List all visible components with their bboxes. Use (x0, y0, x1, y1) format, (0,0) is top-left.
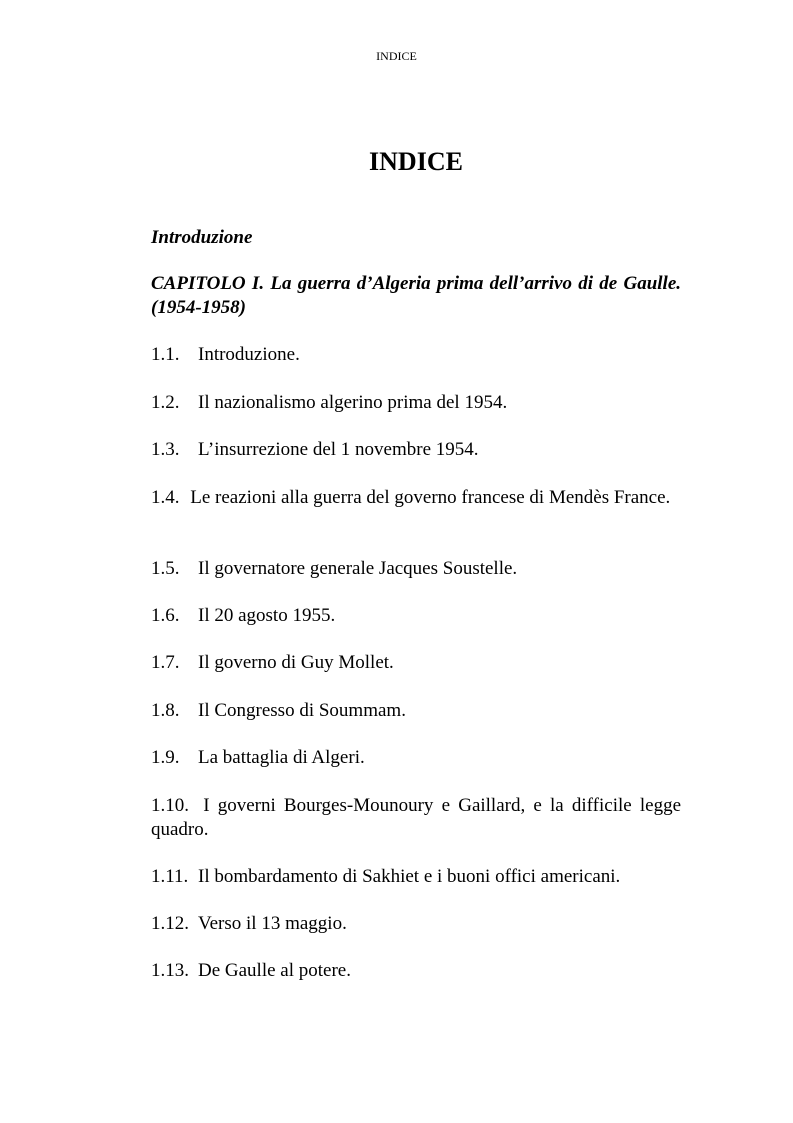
toc-entry (151, 959, 681, 983)
toc-entry (151, 486, 681, 510)
toc-entry (151, 438, 681, 462)
toc-entry-number: 1.13. (151, 960, 189, 981)
toc-entry-number: 1.7. (151, 652, 180, 673)
toc-entry-number: 1.11. (151, 866, 189, 887)
toc-entry (151, 391, 681, 415)
page-title: INDICE (369, 147, 463, 176)
toc-entry-number: 1.5. (151, 558, 180, 579)
toc-entry-text: Il bombardamento di Sakhiet e i buoni offici americani. (198, 866, 621, 887)
toc-entry (151, 699, 681, 723)
toc-entry (151, 557, 681, 581)
toc-entry-text: De Gaulle al potere. (198, 960, 351, 981)
toc-entry-text: La battaglia di Algeri. (198, 747, 365, 768)
toc-entry-number: 1.9. (151, 747, 180, 768)
toc-entry (151, 865, 681, 889)
toc-entry-number: 1.1. (151, 344, 180, 365)
toc-entry-number: 1.12. (151, 913, 189, 934)
running-header: INDICE (376, 49, 417, 63)
toc-entry-number: 1.2. (151, 392, 180, 413)
toc-entry-text: Il 20 agosto 1955. (198, 605, 336, 626)
toc-entry-number: 1.3. (151, 439, 180, 460)
toc-entry-text: Verso il 13 maggio. (198, 913, 347, 934)
toc-entry (151, 343, 681, 367)
toc-entry-text: I governi Bourges-Mounoury e Gaillard, e la difficile legge quadro. (151, 795, 682, 840)
toc-entry (151, 912, 681, 936)
toc-entry-text: L’insurrezione del 1 novembre 1954. (198, 439, 479, 460)
toc-entry-text: Il governatore generale Jacques Soustelle. (198, 558, 518, 579)
introduction-heading: Introduzione (151, 227, 253, 248)
chapter-heading: CAPITOLO I. La guerra d’Algeria prima dell’arrivo di de Gaulle. (1954-1958) (151, 273, 681, 318)
toc-entry (151, 746, 681, 770)
toc-entry (151, 794, 681, 842)
toc-entry-text: Introduzione. (198, 344, 300, 365)
toc-entry-number: 1.8. (151, 700, 180, 721)
toc-entry-number: 1.4. (151, 487, 180, 508)
toc-entry-number: 1.6. (151, 605, 180, 626)
toc-entry-text: Le reazioni alla guerra del governo francese di Mendès France. (190, 487, 671, 508)
toc-entry-text: Il Congresso di Soummam. (198, 700, 406, 721)
toc-entry (151, 651, 681, 675)
toc-entry-text: Il nazionalismo algerino prima del 1954. (198, 392, 508, 413)
toc-entry (151, 604, 681, 628)
toc-entry-text: Il governo di Guy Mollet. (198, 652, 394, 673)
toc-entry-number: 1.10. (151, 795, 189, 816)
